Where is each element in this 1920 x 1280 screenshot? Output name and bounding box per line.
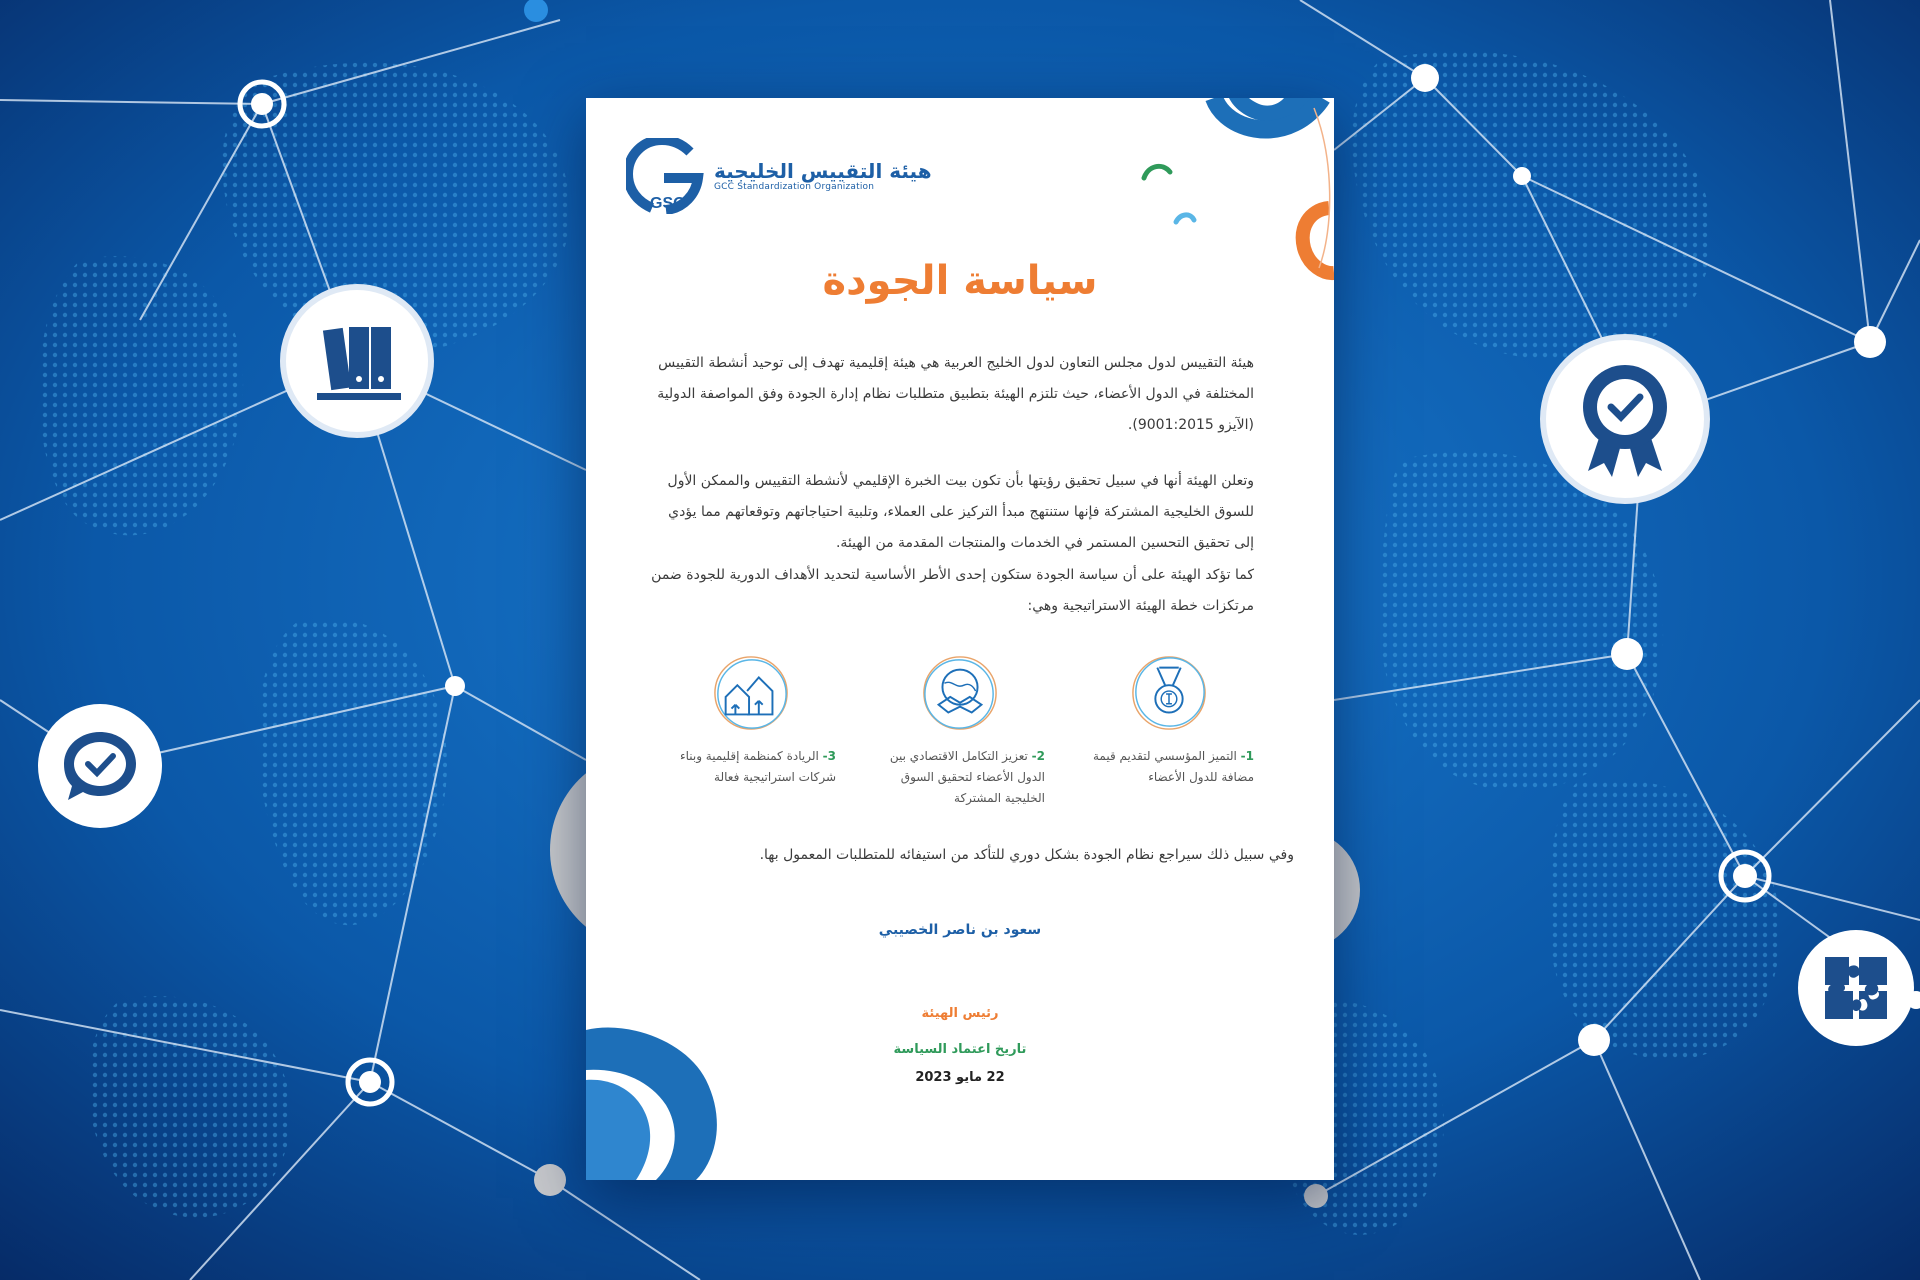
quality-policy-document	[586, 98, 1334, 1180]
approval-date: 22 مايو 2023	[915, 1070, 1005, 1085]
binders-icon-badge	[280, 284, 434, 438]
pillar-3-text: 3- الريادة كمنظمة إقليمية وبناء شركات استراتيجية فعالة	[679, 749, 836, 784]
closing-paragraph: وفي سبيل ذلك سيراجع نظام الجودة بشكل دوري للتأكد من استيفائه للمتطلبات المعمول بها.	[759, 847, 1294, 863]
page-title: سياسة الجودة	[822, 258, 1098, 304]
logo-name-english: GCC Standardization Organization	[714, 182, 875, 192]
vision-paragraph: وتعلن الهيئة أنها في سبيل تحقيق رؤيتها بأن تكون بيت الخبرة الإقليمي لأنشطة التقييس والممكن الأول للسوق الخليجية المشتركة فإنها ستنتهج مبدأ التركيز على العملاء، وتلبية احتياجاتهم وتوقعاتهم مما يؤدي إلى تحقيق التحسين المستمر في الخدمات والمنتجات المقدمة من الهيئة.	[667, 473, 1254, 551]
pillar-3	[656, 654, 846, 809]
globe-handshake-icon	[921, 654, 999, 732]
corner-decoration-bottom	[586, 1010, 786, 1180]
strategy-paragraph: كما تؤكد الهيئة على أن سياسة الجودة ستكون إحدى الأطر الأساسية لتحديد الأهداف الدورية للجودة ضمن مرتكزات خطة الهيئة الاستراتيجية وهي:	[651, 567, 1254, 614]
chat-check-icon	[58, 724, 142, 808]
strategic-pillars	[656, 654, 1264, 809]
binders-icon	[309, 313, 405, 409]
pillar-1-text: 1- التميز المؤسسي لتقديم قيمة مضافة للدول الأعضاء	[1093, 749, 1254, 784]
gso-logo	[626, 138, 932, 214]
award-ribbon-icon	[1570, 359, 1680, 479]
puzzle-badge	[1798, 930, 1914, 1046]
pillar-2	[865, 654, 1055, 809]
gso-logo-mark	[626, 138, 706, 214]
signatory-name: سعود بن ناصر الخصيبي	[878, 922, 1042, 938]
logo-name-arabic: هيئة التقييس الخليجية	[714, 159, 932, 183]
intro-paragraph: هيئة التقييس لدول مجلس التعاون لدول الخليج العربية هي هيئة إقليمية تهدف إلى توحيد أنشطة التقييس المختلفة في الدول الأعضاء، حيث تلتزم الهيئة بتطبيق متطلبات نظام إدارة الجودة وفق المواصفة الدولية (الآيزو 9001:2015).	[657, 355, 1254, 433]
award-badge	[1540, 334, 1710, 504]
approval-date-label: تاريخ اعتماد السياسة	[893, 1042, 1027, 1057]
medal-icon	[1130, 654, 1208, 732]
puzzle-icon	[1819, 951, 1893, 1025]
signatory-title: رئيس الهيئة	[921, 1006, 999, 1021]
pillar-2-text: 2- تعزيز التكامل الاقتصادي بين الدول الأعضاء لتحقيق السوق الخليجية المشتركة	[889, 749, 1045, 805]
houses-growth-icon	[712, 654, 790, 732]
chat-badge	[38, 704, 162, 828]
pillar-1	[1074, 654, 1264, 809]
svg-text:GSO: GSO	[650, 195, 686, 212]
